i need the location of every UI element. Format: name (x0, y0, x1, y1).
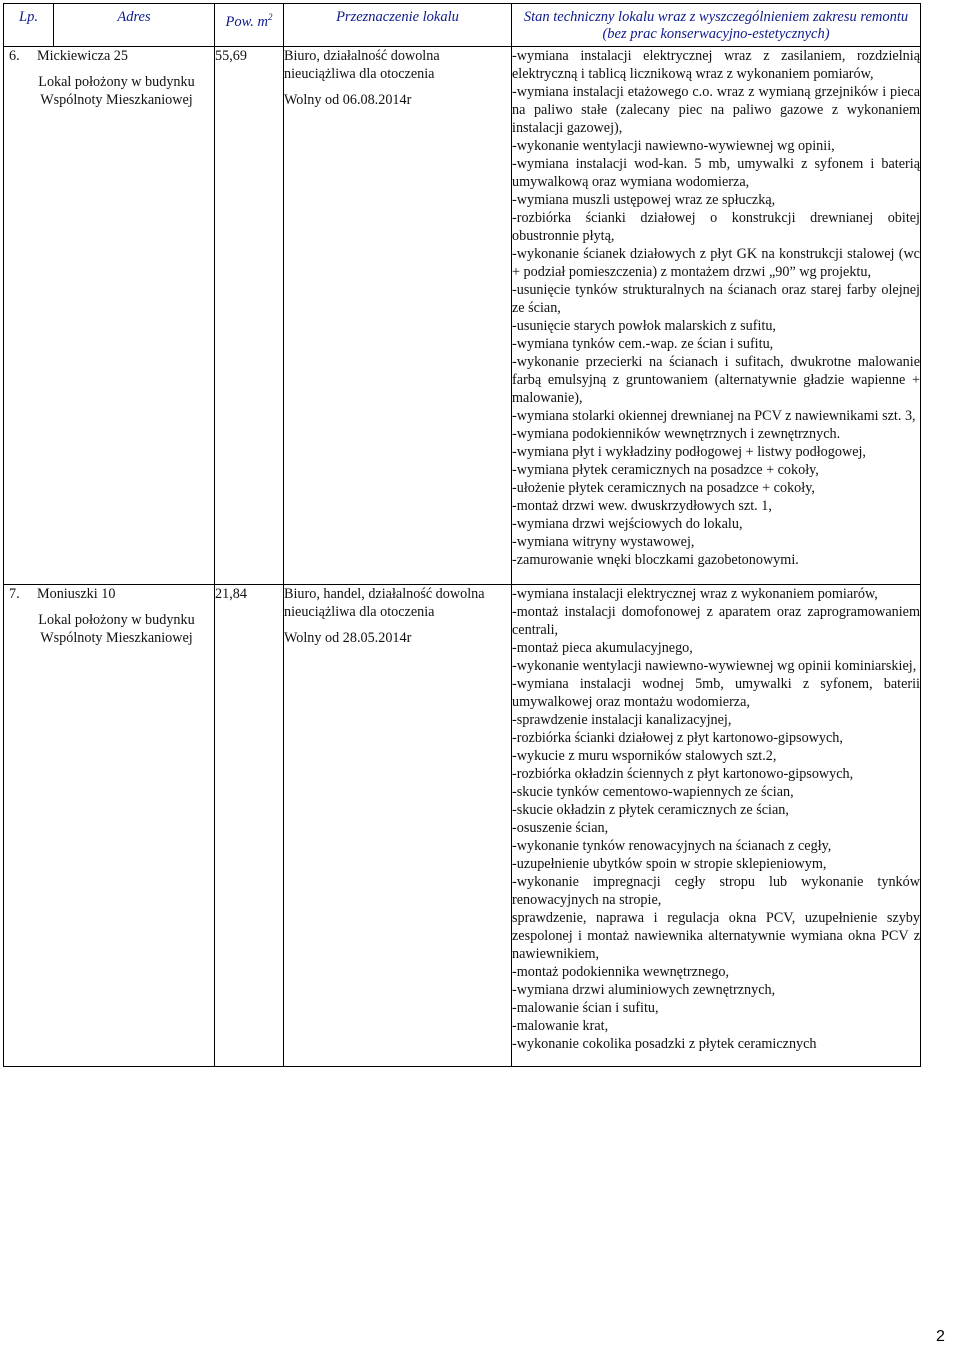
area-cell: 21,84 (215, 585, 284, 1067)
area-cell: 55,69 (215, 47, 284, 585)
address-description: Lokal położony w budynku Wspólnoty Mieszkaniowej (38, 74, 195, 108)
scope-item: -rozbiórka ścianki działowej o konstrukcji drewnianej obitej obustronnie płytą, (512, 210, 920, 244)
table-row (4, 47, 921, 585)
scope-item: -skucie okładzin z płytek ceramicznych ze ścian, (512, 802, 789, 818)
scope-item: -wymiana drzwi wejściowych do lokalu, (512, 516, 743, 532)
scope-item: -zamurowanie wnęki bloczkami gazobetonowymi. (512, 552, 799, 568)
address-description: Lokal położony w budynku Wspólnoty Mieszkaniowej (38, 612, 195, 646)
header-stan: Stan techniczny lokalu wraz z wyszczególnieniem zakresu remontu (bez prac konserwacyjno-estetycznych) (512, 4, 921, 47)
row-number: 6. (9, 48, 20, 64)
page-number: 2 (936, 1328, 945, 1345)
scope-item: -wymiana instalacji elektrycznej wraz z zasilaniem, rozdzielnią elektryczną i tablicą licznikową wraz z wykonaniem pomiarów, (512, 48, 920, 82)
scope-item: -ułożenie płytek ceramicznych na posadzce + cokoły, (512, 480, 815, 496)
scope-item: sprawdzenie, naprawa i regulacja okna PCV, uzupełnienie szyby zespolonej i montaż nawiewnika alternatywnie wymiana okna PCV z nawiewnikiem, (512, 910, 920, 962)
scope-cell (512, 585, 921, 1067)
scope-item: -wymiana witryny wystawowej, (512, 534, 695, 550)
scope-item: -montaż drzwi wew. dwuskrzydłowych szt. 1, (512, 498, 772, 514)
free-from-date: Wolny od 28.05.2014r (284, 630, 412, 646)
scope-item: -wymiana płytek ceramicznych na posadzce + cokoły, (512, 462, 819, 478)
scope-item: -wykucie z muru wsporników stalowych szt.2, (512, 748, 777, 764)
free-from-date: Wolny od 06.08.2014r (284, 92, 412, 108)
purpose-text: Biuro, handel, działalność dowolna nieuciążliwa dla otoczenia (284, 586, 485, 620)
scope-item: -rozbiórka okładzin ściennych z płyt kartonowo-gipsowych, (512, 766, 854, 782)
header-pow (215, 4, 284, 47)
scope-item: -osuszenie ścian, (512, 820, 609, 836)
scope-cell (512, 47, 921, 585)
header-pow-sup: 2 (267, 12, 273, 22)
scope-item: -wymiana tynków cem.-wap. ze ścian i sufitu, (512, 336, 774, 352)
address-line (4, 47, 214, 65)
scope-item: -wykonanie wentylacji nawiewno-wywiewnej wg opinii, (512, 138, 835, 154)
scope-item: -montaż instalacji domofonowej z aparatem oraz zaprogramowaniem centrali, (512, 604, 920, 638)
purpose-text: Biuro, działalność dowolna nieuciążliwa dla otoczenia (284, 48, 440, 82)
address-street: Mickiewicza 25 (37, 48, 128, 64)
scope-item: -wykonanie ścianek działowych z płyt GK na konstrukcji stalowej (wc + podział pomieszczenia) z montażem drzwi „90” wg projektu, (512, 246, 920, 280)
row-number: 7. (9, 586, 20, 602)
header-lp: Lp. (4, 4, 54, 47)
header-przeznaczenie: Przeznaczenie lokalu (284, 4, 512, 47)
purpose-cell (284, 47, 512, 585)
scope-item: -wykonanie wentylacji nawiewno-wywiewnej wg opinii kominiarskiej, (512, 658, 917, 674)
premises-table (3, 3, 921, 1067)
scope-item: -malowanie krat, (512, 1018, 609, 1034)
header-pow-label: Pow. m (225, 13, 268, 30)
scope-item: -wykonanie cokolika posadzki z płytek ceramicznych (512, 1036, 817, 1052)
scope-item: -wymiana podokienników wewnętrznych i zewnętrznych. (512, 426, 841, 442)
scope-item: -wykonanie tynków renowacyjnych na ścianach z cegły, (512, 838, 832, 854)
address-line (4, 585, 214, 603)
address-street: Moniuszki 10 (37, 586, 116, 602)
scope-item: -wymiana muszli ustępowej wraz ze spłuczką, (512, 192, 776, 208)
purpose-cell (284, 585, 512, 1067)
scope-item: -wymiana instalacji etażowego c.o. wraz z wymianą grzejników i pieca na paliwo stałe (zalecany piec na paliwo gazowe z wykonaniem instalacji gazowej), (512, 84, 920, 136)
scope-item: -wymiana instalacji wod-kan. 5 mb, umywalki z syfonem i baterią umywalkową oraz wymiana wodomierza, (512, 156, 920, 190)
scope-item: -wymiana drzwi aluminiowych zewnętrznych, (512, 982, 776, 998)
address-cell (4, 47, 215, 585)
scope-item: -montaż pieca akumulacyjnego, (512, 640, 693, 656)
header-adres: Adres (54, 4, 215, 47)
address-cell (4, 585, 215, 1067)
scope-item: -wymiana instalacji wodnej 5mb, umywalki z syfonem, baterii umywalkowej oraz montażu wodomierza, (512, 676, 920, 710)
scope-item: -wymiana płyt i wykładziny podłogowej + listwy podłogowej, (512, 444, 866, 460)
scope-item: -skucie tynków cementowo-wapiennych ze ścian, (512, 784, 794, 800)
scope-item: -wymiana stolarki okiennej drewnianej na PCV z nawiewnikami szt. 3, (512, 408, 916, 424)
scope-item: -rozbiórka ścianki działowej z płyt kartonowo-gipsowych, (512, 730, 843, 746)
scope-item: -wymiana instalacji elektrycznej wraz z wykonaniem pomiarów, (512, 586, 878, 602)
scope-item: -malowanie ścian i sufitu, (512, 1000, 659, 1016)
scope-item: -uzupełnienie ubytków spoin w stropie sklepieniowym, (512, 856, 827, 872)
scope-item: -usunięcie starych powłok malarskich z sufitu, (512, 318, 776, 334)
scope-item: -wykonanie przecierki na ścianach i sufitach, dwukrotne malowanie farbą emulsyjną z gruntowaniem (alternatywnie gładzie wapienne + malowanie), (512, 354, 920, 406)
table-row (4, 585, 921, 1067)
scope-item: -wykonanie impregnacji cegły stropu lub wykonanie tynków renowacyjnych na stropie, (512, 874, 920, 908)
scope-item: -usunięcie tynków strukturalnych na ścianach oraz starej farby olejnej ze ścian, (512, 282, 920, 316)
scope-item: -sprawdzenie instalacji kanalizacyjnej, (512, 712, 732, 728)
table-header-row (4, 4, 921, 47)
scope-item: -montaż podokiennika wewnętrznego, (512, 964, 730, 980)
